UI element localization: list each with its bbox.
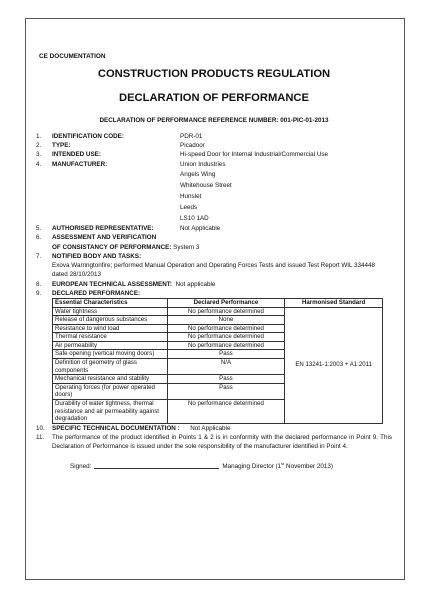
performance-cell: Pass bbox=[167, 350, 285, 359]
characteristic-cell: Water tightness bbox=[53, 307, 168, 316]
address-line: Angels Wing bbox=[180, 170, 216, 178]
item-label: NOTIFIED BODY AND TASKS: bbox=[52, 252, 142, 260]
reference-number: DECLARATION OF PERFORMANCE REFERENCE NUMBER: 001-PIC-01-2013 bbox=[99, 117, 329, 124]
item-value: Not Applicable bbox=[180, 225, 221, 233]
notified-body-text: Exova Warringtonfire; performed Manual Operation and Operating Forces Tests and issued Test Report WIL 334448 dated 28/10/2013 bbox=[52, 262, 376, 279]
item-label-continued: OF CONSISTANCY OF PERFORMANCE: bbox=[52, 243, 172, 251]
declared-performance-table bbox=[52, 298, 383, 424]
item-value: Hi-speed Door for Internal Industrial/Commercial Use bbox=[180, 151, 329, 159]
address-line: LS10 1AD bbox=[180, 215, 209, 223]
header-essential-characteristics: Essential Characteristics bbox=[53, 298, 168, 307]
date-ordinal: st bbox=[281, 461, 285, 467]
table-header-row bbox=[53, 298, 383, 307]
item-conformity-statement bbox=[36, 433, 392, 451]
item-number: 3. bbox=[36, 151, 42, 159]
regulation-title: CONSTRUCTION PRODUCTS REGULATION bbox=[97, 68, 331, 80]
address-line: Whitehouse Street bbox=[180, 181, 232, 189]
item-number: 6. bbox=[36, 234, 42, 242]
document-page bbox=[25, 18, 405, 580]
item-label: DECLARED PERFORMANCE: bbox=[52, 289, 141, 297]
performance-cell: No performance determined bbox=[167, 307, 285, 316]
signed-label: Signed: bbox=[70, 463, 92, 471]
header-harmonised-standard: Harmonised Standard bbox=[285, 298, 383, 307]
item-number: 10. bbox=[36, 424, 45, 432]
item-identification-code bbox=[36, 132, 392, 141]
item-label: IDENTIFICATION CODE: bbox=[52, 133, 124, 140]
item-value: Not applicable bbox=[175, 280, 216, 288]
item-assessment-verification bbox=[36, 233, 392, 251]
declaration-title: DECLARATION OF PERFORMANCE bbox=[119, 92, 309, 104]
characteristic-cell: Thermal resistance bbox=[53, 333, 168, 342]
item-number: 2. bbox=[36, 142, 42, 150]
item-label: SPECIFIC TECHNICAL DOCUMENTATION : bbox=[52, 424, 180, 432]
document-body bbox=[36, 53, 392, 471]
performance-cell: N/A bbox=[167, 359, 285, 375]
performance-cell: Pass bbox=[167, 383, 285, 399]
characteristic-cell: Durability of water tightness, thermal resistance and air permeability against degradation bbox=[53, 400, 168, 424]
conformity-text: The performance of the product identified in Points 1 & 2 is in conformity with the declared performance in Point 9. This Declaration of Performance is issued under the sole responsibility of the manufacturer identified in Point 4. bbox=[52, 434, 392, 451]
item-european-technical-assessment bbox=[36, 280, 392, 289]
harmonised-standard-cell: EN 13241-1:2003 + A1:2011 bbox=[285, 307, 383, 423]
item-number: 7. bbox=[36, 252, 42, 260]
item-label: EUROPEAN TECHNICAL ASSESSMENT: bbox=[52, 280, 173, 288]
item-number: 8. bbox=[36, 280, 42, 288]
item-number: 11. bbox=[36, 434, 45, 442]
item-intended-use bbox=[36, 150, 392, 159]
signatory-role: Managing Director (1 bbox=[222, 463, 282, 471]
performance-cell: Pass bbox=[167, 375, 285, 384]
signature-date: November 2013) bbox=[284, 463, 333, 471]
table-row bbox=[53, 307, 383, 316]
manufacturer-address bbox=[36, 169, 392, 224]
item-value: PDR-01 bbox=[180, 133, 203, 140]
item-label: AUTHORISED REPRESENTATIVE: bbox=[52, 225, 154, 233]
item-label: ASSESSMENT AND VERIFICATION bbox=[52, 234, 157, 242]
header-declared-performance: Declared Performance bbox=[167, 298, 285, 307]
ce-documentation-label: CE DOCUMENTATION bbox=[39, 53, 106, 60]
performance-cell: No performance determined bbox=[167, 400, 285, 424]
item-specific-technical-documentation bbox=[36, 424, 392, 433]
signature-underline bbox=[94, 462, 219, 469]
signature-line bbox=[36, 461, 392, 470]
item-label: MANUFACTURER: bbox=[52, 160, 108, 168]
item-type bbox=[36, 141, 392, 150]
address-line: Hunslet bbox=[180, 193, 202, 200]
item-manufacturer bbox=[36, 160, 392, 169]
performance-cell: None bbox=[167, 316, 285, 325]
characteristic-cell: Mechanical resistance and stability bbox=[53, 375, 168, 384]
item-authorised-representative bbox=[36, 224, 392, 233]
item-label: TYPE: bbox=[52, 142, 71, 150]
item-notified-body bbox=[36, 252, 392, 261]
characteristic-cell: Operating forces (for power operated doors) bbox=[53, 383, 168, 399]
item-declared-performance bbox=[36, 289, 392, 298]
item-label: INTENDED USE: bbox=[52, 151, 101, 159]
performance-cell: No performance determined bbox=[167, 341, 285, 350]
characteristic-cell: Air permeability bbox=[53, 341, 168, 350]
characteristic-cell: Resistance to wind load bbox=[53, 324, 168, 333]
item-value: Picadoor bbox=[180, 142, 205, 150]
characteristic-cell: Safe opening (vertical moving doors) bbox=[53, 350, 168, 359]
item-value: Not Applicable bbox=[190, 424, 231, 432]
performance-cell: No performance determined bbox=[167, 333, 285, 342]
characteristic-cell: Release of dangerous substances bbox=[53, 316, 168, 325]
item-number: 5. bbox=[36, 225, 42, 233]
item-value: System 3 bbox=[171, 243, 200, 251]
item-number: 9. bbox=[36, 289, 42, 297]
characteristic-cell: Definition of geometry of glass components bbox=[53, 359, 168, 375]
item-value: Union Industries bbox=[180, 160, 226, 168]
address-line: Leeds bbox=[180, 204, 198, 212]
item-number: 4. bbox=[36, 160, 42, 168]
performance-cell: No performance determined bbox=[167, 324, 285, 333]
item-number: 1. bbox=[36, 133, 42, 140]
